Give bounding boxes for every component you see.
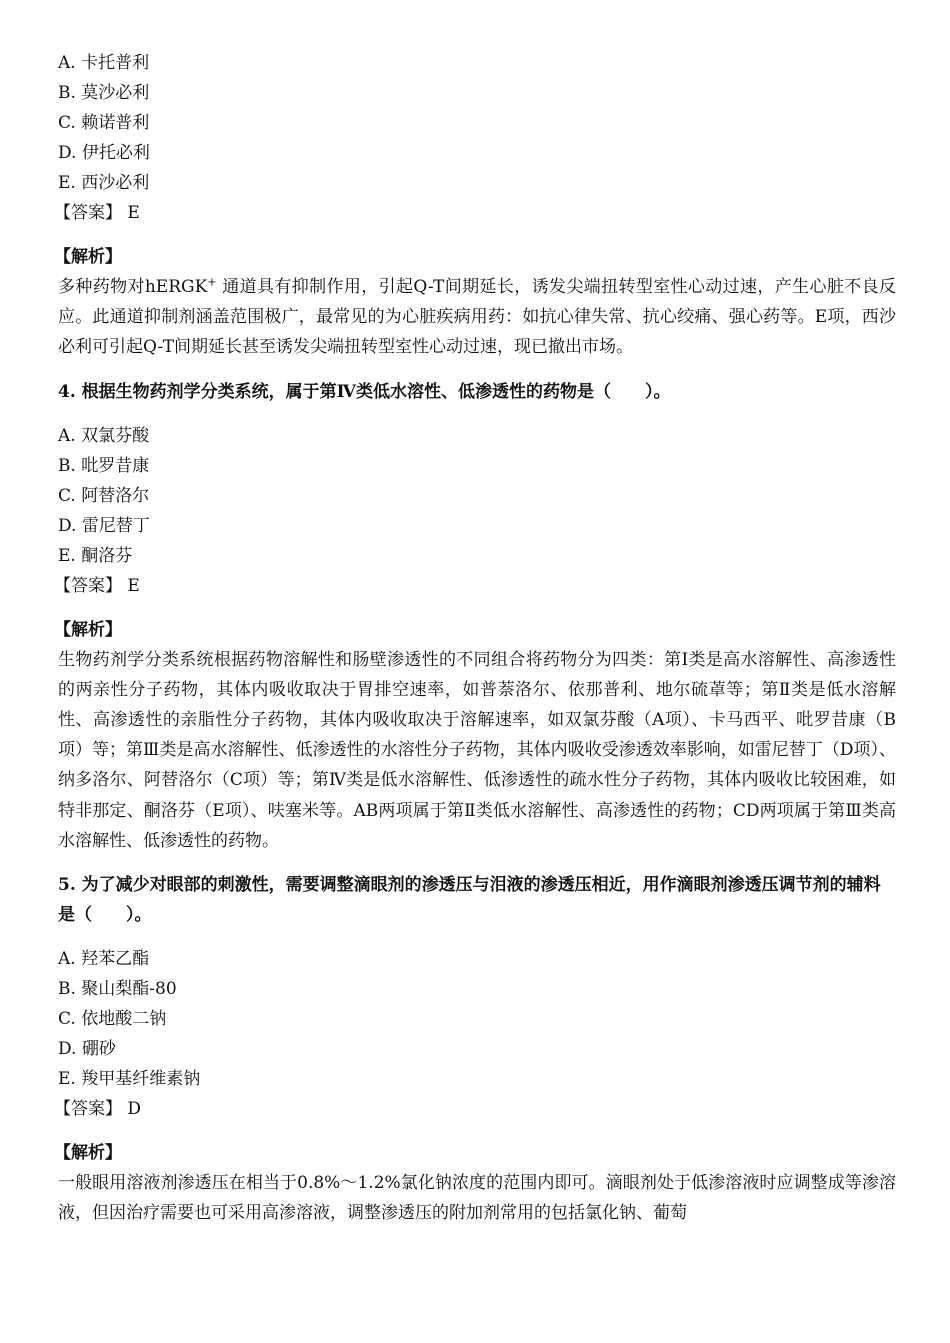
option-a: A. 羟苯乙酯 <box>58 949 150 970</box>
option-b: B. 聚山梨酯-80 <box>58 979 177 1000</box>
question-4-options <box>58 421 896 571</box>
option-e: E. 羧甲基纤维素钠 <box>58 1069 201 1090</box>
option-b: B. 吡罗昔康 <box>58 455 150 476</box>
option-c: C. 依地酸二钠 <box>58 1009 167 1030</box>
question-5-options <box>58 944 896 1094</box>
answer-label: 【答案】 <box>54 1099 122 1120</box>
superscript-plus: + <box>207 275 217 289</box>
document-page <box>54 48 896 1228</box>
option-e: E. 酮洛芬 <box>58 545 133 566</box>
option-b: B. 莫沙必利 <box>58 83 150 103</box>
question-3-options <box>58 48 896 198</box>
option-a: A. 双氯芬酸 <box>58 425 150 446</box>
question-3-answer <box>54 198 896 228</box>
question-4-answer <box>54 571 896 601</box>
question-3-analysis <box>58 272 896 363</box>
question-5-analysis: 一般眼用溶液剂渗透压在相当于0.8%～1.2%氯化钠浓度的范围内即可。滴眼剂处于低渗溶液时应调整成等渗溶液，但因治疗需要也可采用高渗溶液，调整渗透压的附加剂常用的包括氯化钠、葡萄 <box>58 1173 896 1224</box>
analysis-text-start: 多种药物对hERGK <box>58 277 208 297</box>
option-c: C. 阿替洛尔 <box>58 485 150 506</box>
option-c: C. 赖诺普利 <box>58 113 150 133</box>
option-d: D. 伊托必利 <box>58 143 150 163</box>
answer-value: E <box>127 575 140 596</box>
question-5-stem: 5. 为了减少对眼部的刺激性，需要调整滴眼剂的渗透压与泪液的渗透压相近，用作滴眼剂渗透压调节剂的辅料是（ ）。 <box>58 875 881 926</box>
question-5-analysis-label: 【解析】 <box>54 1143 122 1164</box>
answer-label: 【答案】 <box>54 203 122 223</box>
option-a: A. 卡托普利 <box>58 53 150 73</box>
question-4-stem: 4. 根据生物药剂学分类系统，属于第Ⅳ类低水溶性、低渗透性的药物是（ ）。 <box>58 381 671 402</box>
question-4-analysis: 生物药剂学分类系统根据药物溶解性和肠壁渗透性的不同组合将药物分为四类：第Ⅰ类是高水溶解性、高渗透性的两亲性分子药物，其体内吸收取决于胃排空速率，如普萘洛尔、依那普利、地尔硫䓬等；第Ⅱ类是低水溶解性、高渗透性的亲脂性分子药物，其体内吸收取决于溶解速率，如双氯芬酸（A项）、卡马西平、吡罗昔康（B项）等；第Ⅲ类是高水溶解性、低渗透性的水溶性分子药物，其体内吸收受渗透效率影响，如雷尼替丁（D项）、纳多洛尔、阿替洛尔（C项）等；第Ⅳ类是低水溶解性、低渗透性的疏水性分子药物，其体内吸收比较困难，如特非那定、酮洛芬（E项）、呋塞米等。AB两项属于第Ⅱ类低水溶解性、高渗透性的药物；CD两项属于第Ⅲ类高水溶解性、低渗透性的药物。 <box>58 649 896 851</box>
question-4-analysis-label: 【解析】 <box>54 619 122 640</box>
option-d: D. 雷尼替丁 <box>58 515 150 536</box>
analysis-text-rest: 通道具有抑制作用，引起Q-T间期延长，诱发尖端扭转型室性心动过速，产生心脏不良反应。此通道抑制剂涵盖范围极广，最常见的为心脏疾病用药：如抗心律失常、抗心绞痛、强心药等。E项，西沙必利可引起Q-T间期延长甚至诱发尖端扭转型室性心动过速，现已撤出市场。 <box>58 277 896 358</box>
answer-label: 【答案】 <box>54 575 122 596</box>
option-d: D. 硼砂 <box>58 1039 116 1060</box>
answer-value: D <box>127 1099 142 1120</box>
answer-value: E <box>127 203 140 223</box>
question-5-answer <box>54 1094 896 1124</box>
option-e: E. 西沙必利 <box>58 173 150 193</box>
question-3-analysis-label: 【解析】 <box>54 247 122 267</box>
